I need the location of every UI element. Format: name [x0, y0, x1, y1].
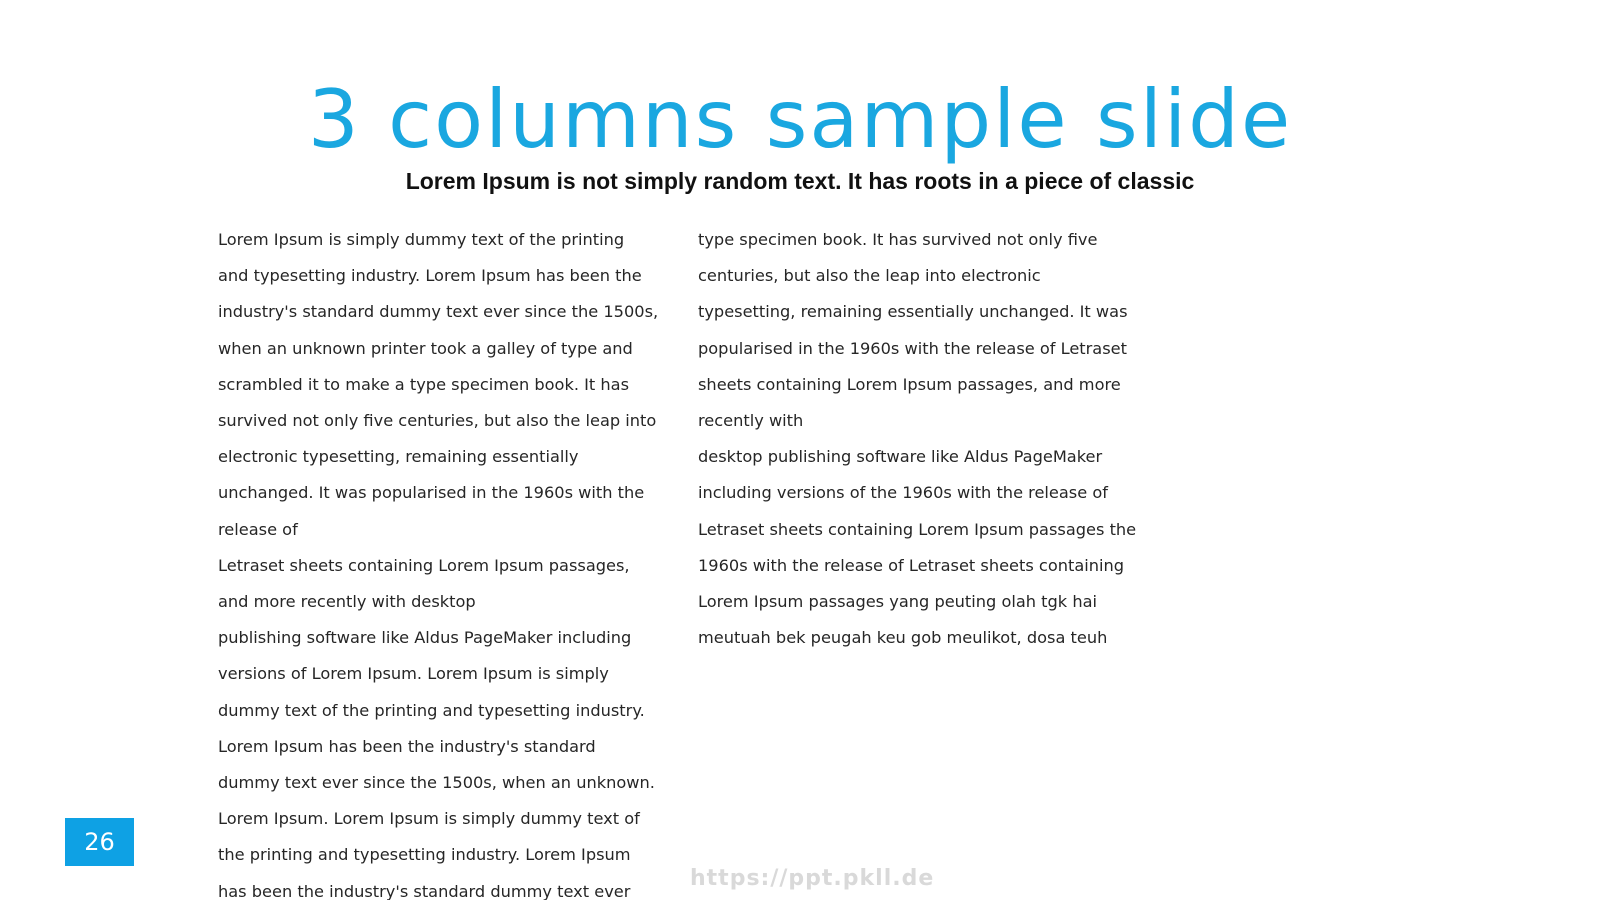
column-2-line: 1960s with the release of Letraset sheets containing — [698, 555, 1125, 575]
column-1-line: and typesetting industry. Lorem Ipsum has been the — [218, 266, 642, 286]
column-1-line: Letraset sheets containing Lorem Ipsum passages, — [218, 555, 630, 575]
column-1-line: dummy text of the printing and typesetting industry. — [218, 700, 645, 720]
column-1-line: has been the industry's standard dummy text ever — [218, 881, 631, 900]
column-1-line: when an unknown printer took a galley of type and — [218, 338, 633, 358]
column-2-line: sheets containing Lorem Ipsum passages, and more — [698, 374, 1121, 394]
column-2-line: centuries, but also the leap into electronic — [698, 266, 1041, 286]
column-1-line: survived not only five centuries, but also the leap into — [218, 411, 657, 431]
slide-title: 3 columns sample slide — [307, 73, 1293, 166]
column-1-line: Lorem Ipsum has been the industry's standard — [218, 736, 596, 756]
text-column-2 — [698, 222, 1158, 656]
column-2-line: desktop publishing software like Aldus PageMaker — [698, 447, 1103, 467]
column-1-line: scrambled it to make a type specimen book. It has — [218, 374, 630, 394]
column-1-line: publishing software like Aldus PageMaker including — [218, 628, 632, 648]
column-2-line: including versions of the 1960s with the release of — [698, 483, 1108, 503]
column-1-line: Lorem Ipsum. Lorem Ipsum is simply dummy text of — [218, 809, 640, 829]
column-2-line: Lorem Ipsum passages yang peuting olah tgk hai — [698, 592, 1098, 612]
column-1-line: dummy text ever since the 1500s, when an unknown. — [218, 773, 655, 793]
column-2-line: recently with — [698, 411, 804, 431]
column-1-line: and more recently with desktop — [218, 592, 476, 612]
column-2-line: Letraset sheets containing Lorem Ipsum passages the — [698, 519, 1137, 539]
column-2-line: typesetting, remaining essentially unchanged. It was — [698, 302, 1128, 322]
slide-subtitle: Lorem Ipsum is not simply random text. It has roots in a piece of classic — [405, 168, 1195, 194]
column-1-line: industry's standard dummy text ever since the 1500s, — [218, 302, 659, 322]
watermark-url: https://ppt.pkll.de — [690, 866, 935, 891]
column-1-line: release of — [218, 519, 298, 539]
column-1-line: unchanged. It was popularised in the 1960s with the — [218, 483, 645, 503]
text-column-1 — [218, 222, 678, 900]
column-2-line: type specimen book. It has survived not only five — [698, 230, 1098, 249]
page-number-badge: 26 — [65, 818, 134, 866]
column-2-line: popularised in the 1960s with the release of Letraset — [698, 338, 1127, 358]
column-1-line: Lorem Ipsum is simply dummy text of the printing — [218, 230, 625, 249]
column-2-line: meutuah bek peugah keu gob meulikot, dosa teuh — [698, 628, 1108, 648]
column-1-line: electronic typesetting, remaining essentially — [218, 447, 579, 467]
column-1-line: the printing and typesetting industry. Lorem Ipsum — [218, 845, 631, 865]
column-1-line: versions of Lorem Ipsum. Lorem Ipsum is simply — [218, 664, 609, 684]
